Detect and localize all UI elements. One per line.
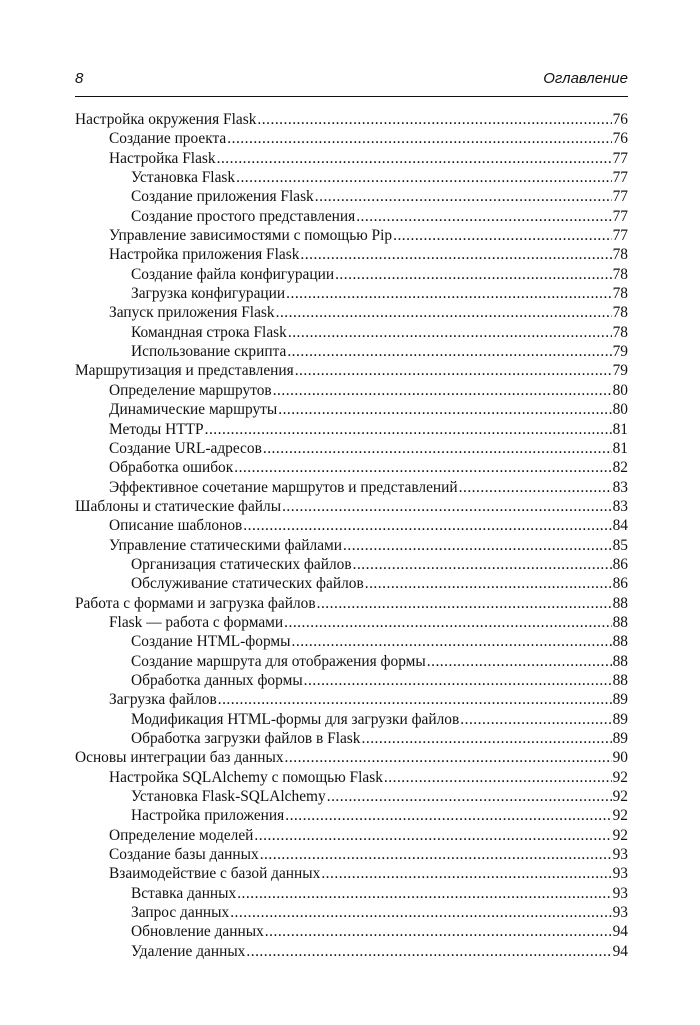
toc-entry-page: 93 <box>612 846 628 864</box>
toc-dot-leader <box>292 632 612 651</box>
toc-dot-leader <box>217 149 612 168</box>
toc-entry-title: Настройка приложения Flask <box>109 246 300 264</box>
toc-dot-leader <box>460 710 611 729</box>
toc-entry <box>75 226 628 245</box>
toc-dot-leader <box>327 787 612 806</box>
toc-entry <box>75 710 628 729</box>
toc-dot-leader <box>321 864 611 883</box>
toc-entry-page: 88 <box>612 594 628 612</box>
toc-entry-page: 88 <box>612 633 628 651</box>
toc-entry-page: 78 <box>612 285 628 303</box>
toc-dot-leader <box>246 942 611 961</box>
toc-dot-leader <box>273 381 612 400</box>
toc-dot-leader <box>265 922 612 941</box>
toc-entry-page: 77 <box>612 207 628 225</box>
table-of-contents <box>75 110 628 961</box>
toc-entry <box>75 632 628 651</box>
toc-entry-page: 84 <box>612 517 628 535</box>
toc-entry <box>75 845 628 864</box>
toc-entry-title: Определение моделей <box>109 826 254 844</box>
toc-entry-title: Запрос данных <box>131 904 230 922</box>
toc-dot-leader <box>286 284 611 303</box>
toc-entry <box>75 903 628 922</box>
toc-dot-leader <box>356 207 611 226</box>
toc-entry-title: Использование скрипта <box>131 343 287 361</box>
toc-entry-page: 93 <box>612 884 628 902</box>
toc-entry <box>75 652 628 671</box>
toc-entry-title: Взаимодействие с базой данных <box>109 865 321 883</box>
page-number: 8 <box>75 70 84 87</box>
toc-entry <box>75 245 628 264</box>
toc-entry <box>75 516 628 535</box>
toc-dot-leader <box>459 478 612 497</box>
toc-dot-leader <box>353 555 612 574</box>
toc-dot-leader <box>234 458 611 477</box>
toc-entry-page: 94 <box>612 942 628 960</box>
toc-entry-title: Создание маршрута для отображения формы <box>131 652 426 670</box>
toc-dot-leader <box>218 690 612 709</box>
toc-entry <box>75 806 628 825</box>
toc-entry-title: Настройка SQLAlchemy с помощью Flask <box>109 768 383 786</box>
toc-entry-page: 76 <box>612 130 628 148</box>
toc-dot-leader <box>285 806 611 825</box>
toc-entry-title: Запуск приложения Flask <box>109 304 275 322</box>
toc-entry <box>75 149 628 168</box>
toc-dot-leader <box>243 516 611 535</box>
toc-entry <box>75 110 628 129</box>
toc-entry-title: Установка Flask-SQLAlchemy <box>131 788 326 806</box>
toc-entry <box>75 748 628 767</box>
toc-entry-page: 92 <box>612 768 628 786</box>
toc-entry-page: 94 <box>612 923 628 941</box>
toc-entry <box>75 400 628 419</box>
toc-entry <box>75 439 628 458</box>
toc-entry <box>75 342 628 361</box>
toc-entry-title: Удаление данных <box>131 942 246 960</box>
toc-entry <box>75 787 628 806</box>
toc-dot-leader <box>260 845 612 864</box>
toc-entry-title: Эффективное сочетание маршрутов и представлений <box>109 478 458 496</box>
toc-entry-title: Обработка загрузки файлов в Flask <box>131 730 361 747</box>
toc-dot-leader <box>295 361 612 380</box>
toc-entry <box>75 690 628 709</box>
toc-dot-leader <box>285 748 612 767</box>
toc-entry-page: 93 <box>612 865 628 883</box>
toc-entry-title: Шаблоны и статические файлы <box>75 497 282 515</box>
toc-entry <box>75 497 628 516</box>
running-section-title: Оглавление <box>543 70 628 87</box>
toc-entry-title: Обработка ошибок <box>109 459 234 477</box>
toc-entry-page: 86 <box>612 555 628 573</box>
toc-entry-page: 78 <box>612 246 628 264</box>
toc-entry-title: Настройка Flask <box>109 149 216 167</box>
toc-entry <box>75 864 628 883</box>
toc-entry-title: Динамические маршруты <box>109 401 278 419</box>
toc-entry <box>75 168 628 187</box>
toc-entry-title: Модификация HTML-формы для загрузки файлов <box>131 710 460 728</box>
toc-entry-page: 86 <box>612 575 628 593</box>
toc-entry-page: 83 <box>612 497 628 515</box>
toc-entry <box>75 323 628 342</box>
toc-entry <box>75 555 628 574</box>
toc-entry <box>75 574 628 593</box>
toc-entry-page: 92 <box>612 826 628 844</box>
toc-entry-page: 80 <box>612 401 628 419</box>
toc-entry <box>75 729 628 748</box>
toc-entry <box>75 536 628 555</box>
toc-entry <box>75 265 628 284</box>
toc-entry-page: 81 <box>612 439 628 457</box>
toc-entry-page: 89 <box>612 691 628 709</box>
toc-entry-page: 83 <box>612 478 628 496</box>
toc-entry-title: Настройка окружения Flask <box>75 111 257 128</box>
toc-entry <box>75 420 628 439</box>
toc-entry <box>75 884 628 903</box>
toc-entry-page: 78 <box>612 304 628 322</box>
toc-dot-leader <box>288 323 612 342</box>
toc-entry-title: Вставка данных <box>131 884 237 902</box>
toc-entry-page: 77 <box>612 169 628 187</box>
toc-entry-page: 78 <box>612 323 628 341</box>
toc-dot-leader <box>300 245 611 264</box>
toc-dot-leader <box>276 303 612 322</box>
toc-dot-leader <box>227 129 611 148</box>
toc-entry-title: Создание базы данных <box>109 846 259 864</box>
toc-dot-leader <box>205 420 612 439</box>
toc-entry-title: Описание шаблонов <box>109 517 243 535</box>
toc-dot-leader <box>427 652 612 671</box>
toc-entry-page: 77 <box>612 188 628 206</box>
toc-entry-page: 92 <box>612 788 628 806</box>
toc-entry-page: 79 <box>612 343 628 361</box>
toc-entry-title: Создание URL-адресов <box>109 439 262 457</box>
toc-dot-leader <box>335 265 612 284</box>
toc-entry-title: Установка Flask <box>131 169 236 187</box>
toc-entry-title: Настройка приложения <box>131 807 285 825</box>
toc-entry-page: 80 <box>612 381 628 399</box>
toc-entry-title: Основы интеграции баз данных <box>75 749 284 767</box>
toc-entry-page: 88 <box>612 671 628 689</box>
toc-entry-page: 93 <box>612 904 628 922</box>
toc-dot-leader <box>362 729 612 748</box>
toc-entry-title: Создание приложения Flask <box>131 188 314 206</box>
toc-entry-page: 79 <box>612 362 628 380</box>
toc-dot-leader <box>393 226 612 245</box>
toc-entry-page: 77 <box>612 149 628 167</box>
toc-dot-leader <box>263 439 612 458</box>
toc-entry <box>75 942 628 961</box>
toc-entry-page: 85 <box>612 536 628 554</box>
toc-dot-leader <box>284 613 611 632</box>
toc-entry-page: 88 <box>612 613 628 631</box>
toc-entry-title: Создание файла конфигурации <box>131 265 335 283</box>
toc-entry-page: 81 <box>612 420 628 438</box>
toc-entry <box>75 478 628 497</box>
toc-dot-leader <box>365 574 612 593</box>
toc-entry-page: 88 <box>612 652 628 670</box>
toc-entry-title: Загрузка файлов <box>109 691 217 709</box>
toc-dot-leader <box>236 168 612 187</box>
toc-entry-page: 89 <box>612 730 628 747</box>
toc-entry-page: 77 <box>612 227 628 245</box>
toc-entry-page: 82 <box>612 459 628 477</box>
toc-entry-title: Командная строка Flask <box>131 323 287 341</box>
toc-entry <box>75 594 628 613</box>
toc-entry-title: Организация статических файлов <box>131 555 352 573</box>
toc-entry-title: Создание проекта <box>109 130 227 148</box>
toc-entry-title: Загрузка конфигурации <box>131 285 286 303</box>
toc-dot-leader <box>315 187 612 206</box>
toc-entry <box>75 768 628 787</box>
toc-entry-title: Управление статическими файлами <box>109 536 343 554</box>
toc-entry-title: Обслуживание статических файлов <box>131 575 364 593</box>
toc-entry-title: Создание HTML-формы <box>131 633 291 651</box>
toc-dot-leader <box>257 110 611 129</box>
toc-entry-title: Методы HTTP <box>109 420 204 438</box>
toc-entry <box>75 826 628 845</box>
toc-dot-leader <box>254 826 611 845</box>
toc-entry <box>75 613 628 632</box>
page-header <box>75 70 628 92</box>
toc-entry-title: Управление зависимостями с помощью Pip <box>109 227 393 245</box>
toc-entry-page: 78 <box>612 265 628 283</box>
toc-entry <box>75 187 628 206</box>
toc-entry-page: 92 <box>612 807 628 825</box>
toc-entry <box>75 671 628 690</box>
toc-entry-title: Маршрутизация и представления <box>75 362 294 380</box>
toc-entry-title: Обработка данных формы <box>131 671 303 689</box>
toc-entry-title: Обновление данных <box>131 923 264 941</box>
toc-entry-page: 76 <box>612 111 628 128</box>
toc-entry-title: Flask — работа с формами <box>109 613 284 631</box>
toc-entry-title: Работа с формами и загрузка файлов <box>75 594 316 612</box>
toc-entry <box>75 303 628 322</box>
toc-dot-leader <box>343 536 612 555</box>
toc-entry <box>75 207 628 226</box>
toc-dot-leader <box>282 497 612 516</box>
toc-entry <box>75 284 628 303</box>
toc-dot-leader <box>287 342 611 361</box>
toc-entry <box>75 361 628 380</box>
toc-entry <box>75 922 628 941</box>
toc-dot-leader <box>317 594 612 613</box>
toc-entry-title: Определение маршрутов <box>109 381 272 399</box>
toc-entry-title: Создание простого представления <box>131 207 356 225</box>
toc-entry <box>75 381 628 400</box>
toc-dot-leader <box>384 768 612 787</box>
toc-dot-leader <box>304 671 612 690</box>
toc-entry-page: 89 <box>612 710 628 728</box>
toc-dot-leader <box>278 400 611 419</box>
toc-entry <box>75 129 628 148</box>
toc-entry-page: 90 <box>612 749 628 767</box>
header-rule <box>75 96 628 97</box>
toc-entry <box>75 458 628 477</box>
toc-dot-leader <box>230 903 611 922</box>
toc-dot-leader <box>237 884 611 903</box>
